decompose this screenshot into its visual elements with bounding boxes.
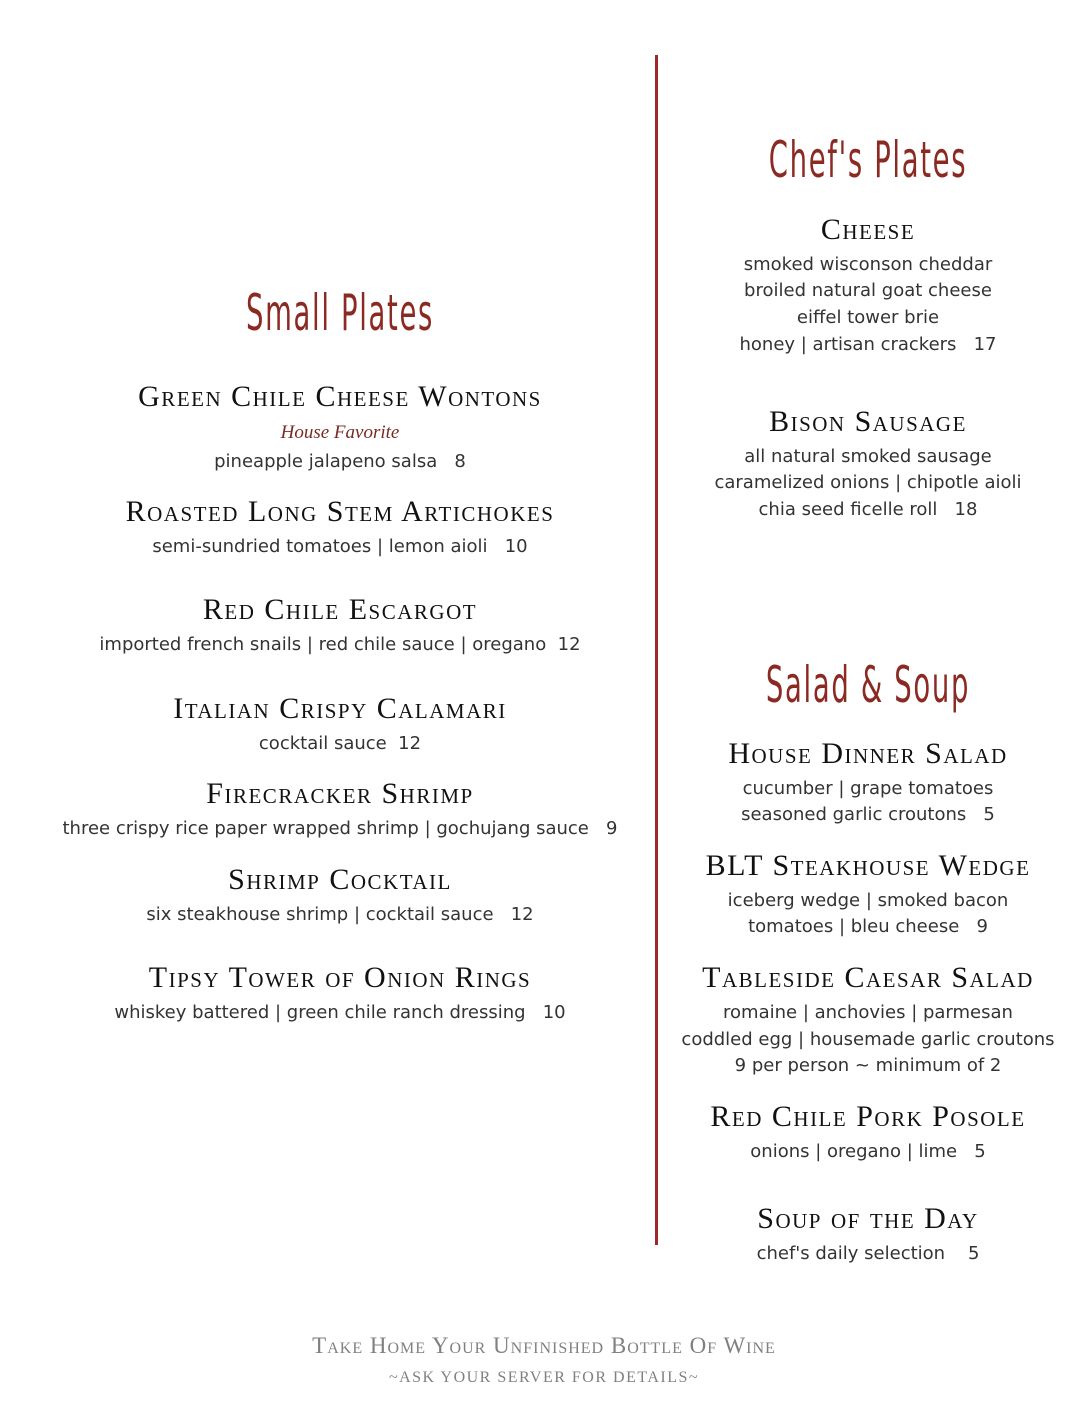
item-description: broiled natural goat cheese xyxy=(744,280,992,301)
section-title-salad-soup: Salad & Soup xyxy=(765,656,971,714)
item-name: Roasted Long Stem Artichokes xyxy=(125,495,555,528)
column-divider xyxy=(655,55,658,1245)
item-description: chef's daily selection 5 xyxy=(756,1243,980,1264)
item-name: Green Chile Cheese Wontons xyxy=(138,380,542,413)
item-name: Red Chile Escargot xyxy=(202,593,478,626)
item-description: cocktail sauce 12 xyxy=(258,733,422,754)
item-name: Tipsy Tower of Onion Rings xyxy=(148,961,532,994)
item-name: Tableside Caesar Salad xyxy=(702,961,1034,994)
item-name: Soup of the Day xyxy=(757,1202,979,1235)
item-name: Red Chile Pork Posole xyxy=(710,1100,1026,1133)
item-description: chia seed ficelle roll 18 xyxy=(758,499,978,520)
item-description: caramelized onions | chipotle aioli xyxy=(714,472,1022,493)
item-name: Shrimp Cocktail xyxy=(228,863,452,896)
item-description: honey | artisan crackers 17 xyxy=(739,334,997,355)
section-title-chefs-plates: Chef's Plates xyxy=(768,131,968,189)
item-description: 9 per person ~ minimum of 2 xyxy=(734,1055,1002,1076)
house-favorite-badge: House Favorite xyxy=(280,422,400,443)
item-description: cucumber | grape tomatoes xyxy=(742,778,994,799)
item-description: romaine | anchovies | parmesan xyxy=(723,1002,1013,1023)
item-description: six steakhouse shrimp | cocktail sauce 12 xyxy=(146,904,534,925)
item-description: onions | oregano | lime 5 xyxy=(750,1141,986,1162)
item-name: Italian Crispy Calamari xyxy=(173,692,507,725)
item-description: imported french snails | red chile sauce | oregano 12 xyxy=(99,634,581,655)
item-description: all natural smoked sausage xyxy=(744,446,992,467)
item-description: pineapple jalapeno salsa 8 xyxy=(214,451,466,472)
item-description: tomatoes | bleu cheese 9 xyxy=(748,916,988,937)
footer-wine-note: Take Home Your Unfinished Bottle Of Wine xyxy=(312,1333,776,1358)
item-name: Bison Sausage xyxy=(769,405,967,438)
item-name: Firecracker Shrimp xyxy=(206,777,474,810)
item-name: Cheese xyxy=(820,213,916,246)
section-title-small-plates: Small Plates xyxy=(245,284,435,342)
footer-server-note: ~ASK YOUR SERVER FOR DETAILS~ xyxy=(388,1369,700,1386)
item-name: House Dinner Salad xyxy=(728,737,1008,770)
item-description: iceberg wedge | smoked bacon xyxy=(727,890,1009,911)
item-description: seasoned garlic croutons 5 xyxy=(741,804,995,825)
item-description: coddled egg | housemade garlic croutons xyxy=(681,1029,1055,1050)
item-description: semi-sundried tomatoes | lemon aioli 10 xyxy=(152,536,528,557)
item-description: three crispy rice paper wrapped shrimp | gochujang sauce 9 xyxy=(62,818,618,839)
item-description: smoked wisconson cheddar xyxy=(743,254,993,275)
item-description: whiskey battered | green chile ranch dressing 10 xyxy=(114,1002,566,1023)
item-name: BLT Steakhouse Wedge xyxy=(705,849,1031,882)
item-description: eiffel tower brie xyxy=(796,307,940,328)
